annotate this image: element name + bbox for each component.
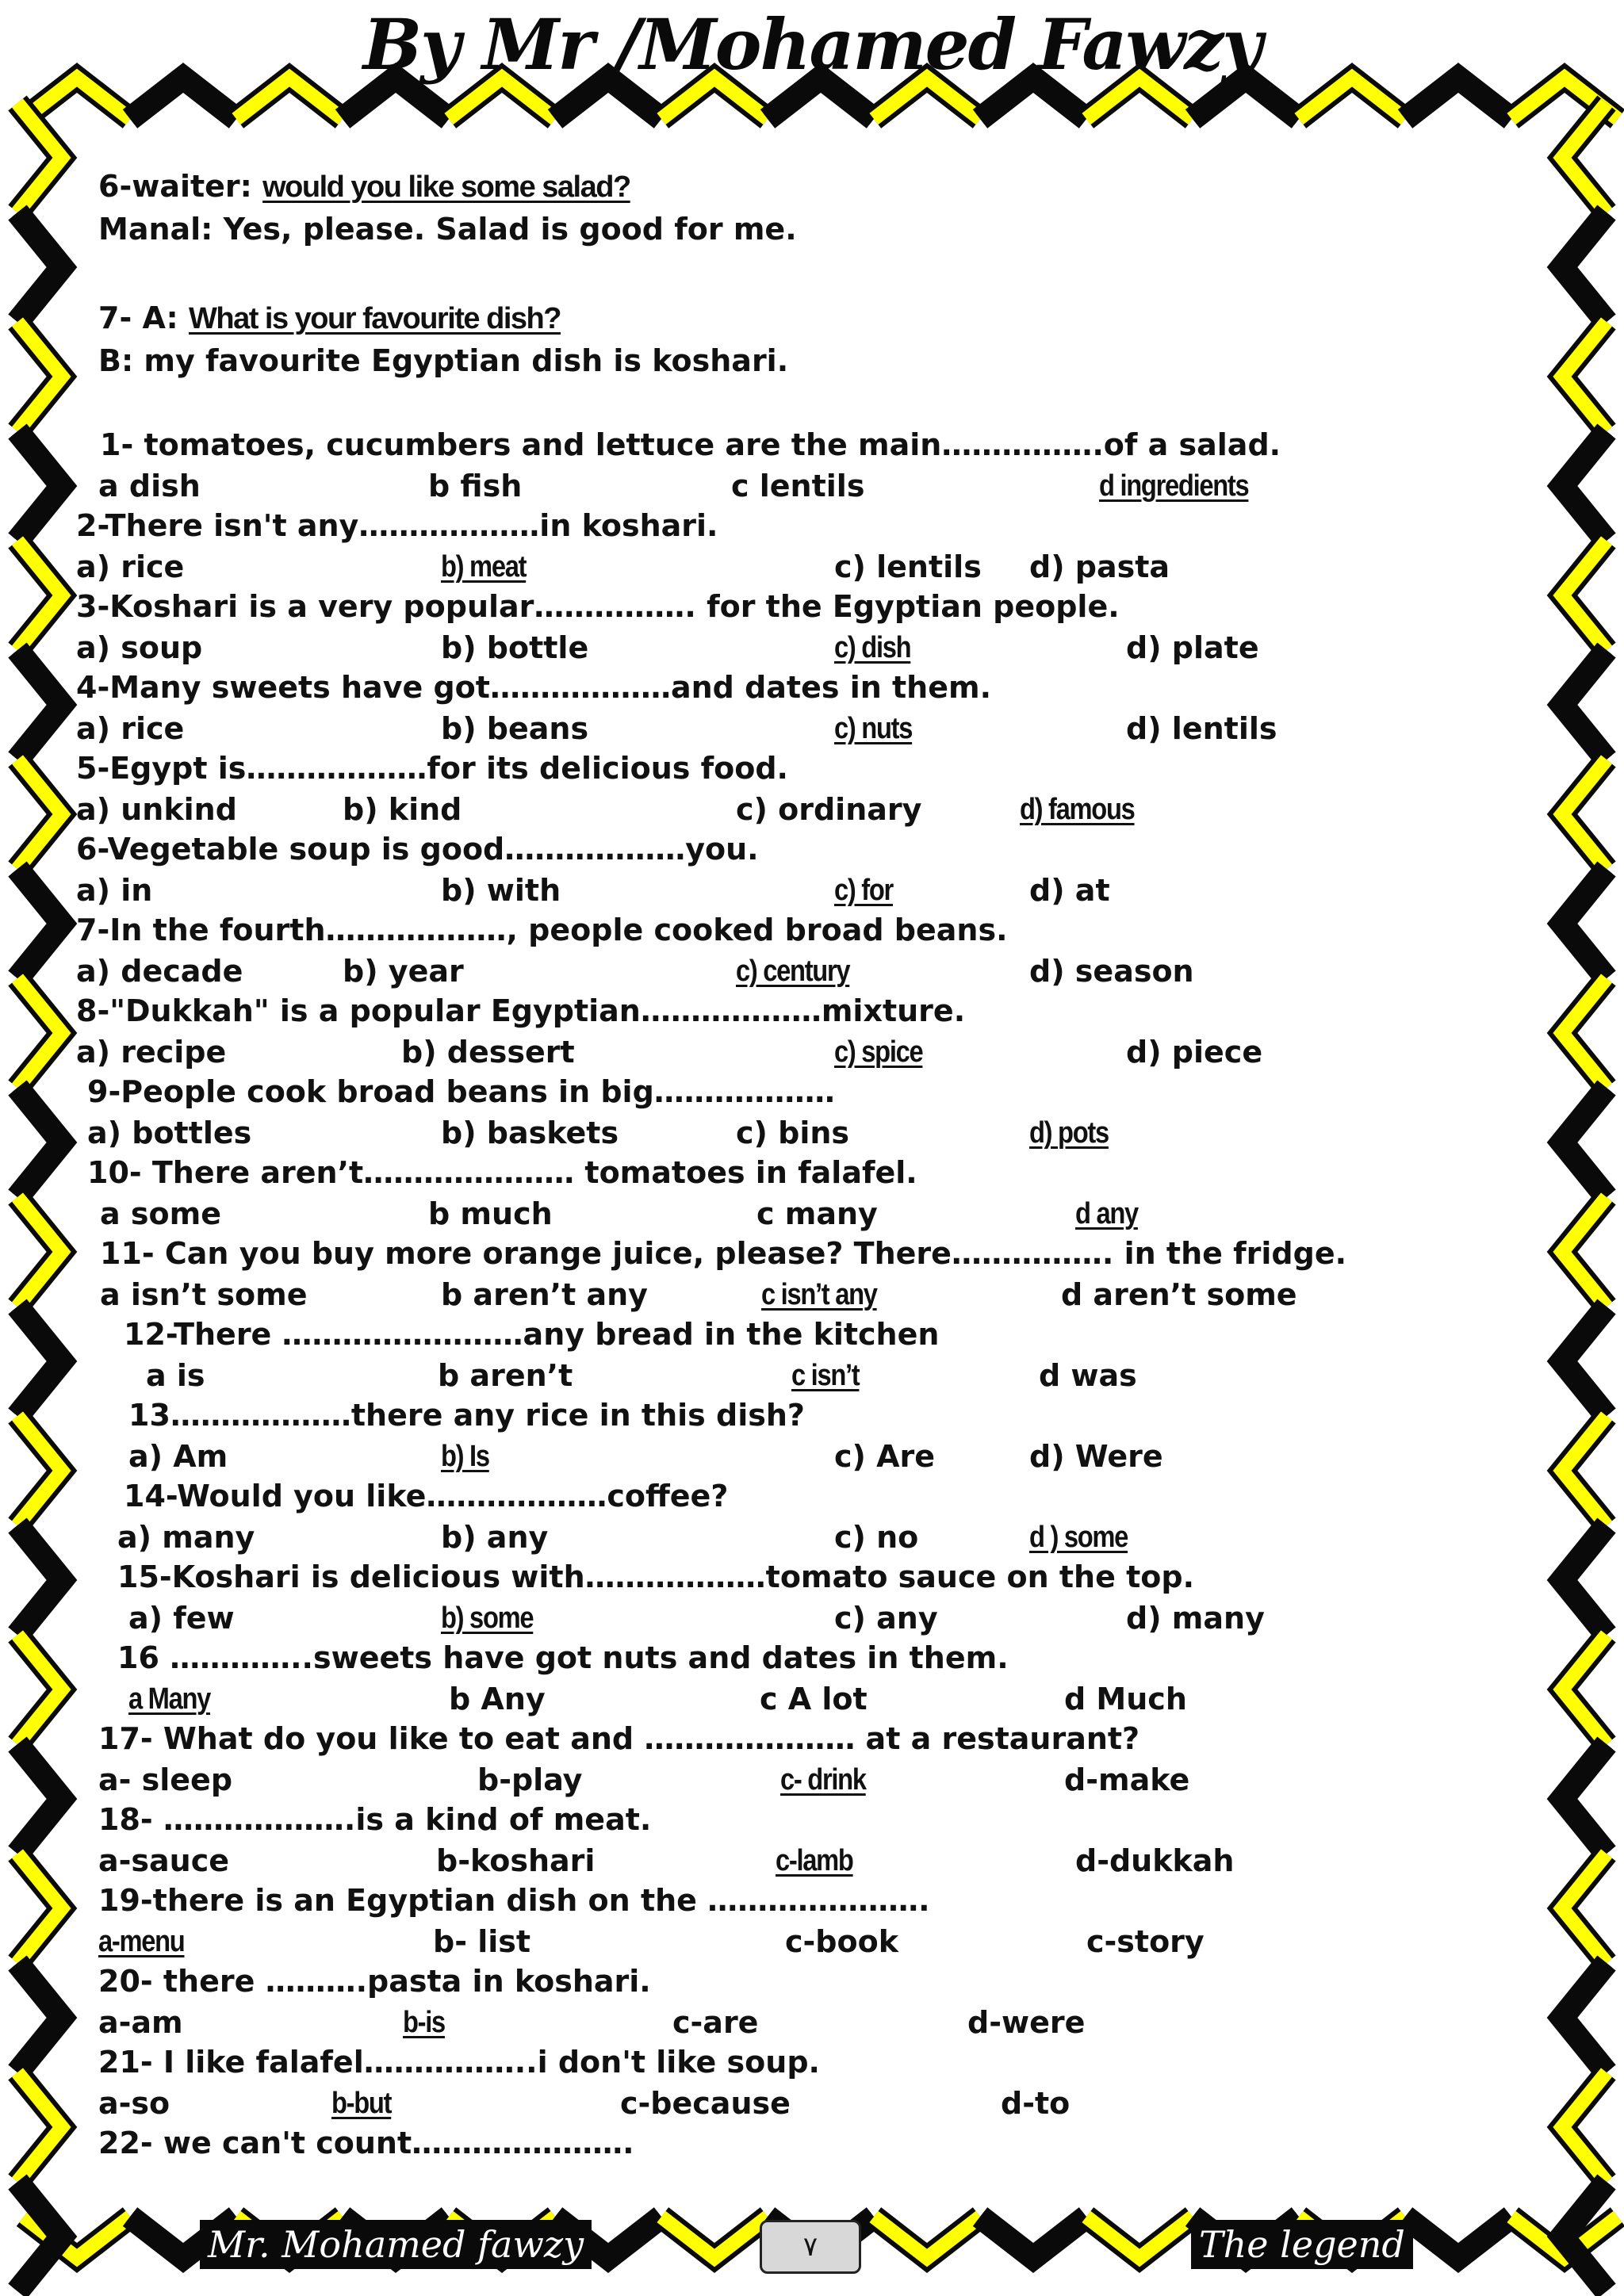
answer-option: b) dessert <box>401 1035 575 1070</box>
answer-option: a-so <box>98 2086 170 2121</box>
answer-option: c-story <box>1086 1924 1205 1959</box>
question-text: 17- What do you like to eat and ………………… at a restaurant? <box>98 1721 1140 1756</box>
question-text: 14-Would you like………………coffee? <box>124 1479 729 1513</box>
answer-option: a) Am <box>128 1439 228 1474</box>
question-text: 21- I like falafel……………..i don't like soup. <box>98 2045 820 2080</box>
question-text: 13………………there any rice in this dish? <box>128 1398 805 1433</box>
answer-option: b) with <box>441 873 561 908</box>
answer-option-correct: b-is <box>403 2006 445 2039</box>
answer-option: a) bottles <box>87 1115 252 1150</box>
answer-option-correct: c) nuts <box>834 712 913 745</box>
answer-option: a some <box>100 1196 221 1231</box>
question-text: 4-Many sweets have got………………and dates in them. <box>76 670 992 705</box>
answer-option: a dish <box>98 469 201 503</box>
question-text: 3-Koshari is a very popular……………. for the Egyptian people. <box>76 589 1120 624</box>
answer-option: b) year <box>343 954 464 989</box>
dialogue-label: B: my favourite Egyptian dish is koshari. <box>98 343 789 378</box>
question-text: 11- Can you buy more orange juice, please? There……………. in the fridge. <box>100 1236 1347 1271</box>
question-text: 5-Egypt is………………for its delicious food. <box>76 751 788 786</box>
question-text: 7-In the fourth………………, people cooked broad beans. <box>76 913 1008 947</box>
question-text: 8-"Dukkah" is a popular Egyptian………………mixture. <box>76 993 966 1028</box>
answer-option: b aren’t any <box>441 1277 648 1312</box>
dialogue-line-manal <box>98 211 797 247</box>
answer-option: b-koshari <box>436 1843 596 1878</box>
answer-option: b much <box>428 1196 553 1231</box>
answer-option: c) no <box>834 1520 919 1555</box>
answer-option: b) beans <box>441 711 589 746</box>
answer-option-correct: c) spice <box>834 1035 923 1069</box>
dialogue-line-b <box>98 342 788 379</box>
answer-option-correct: b) Is <box>441 1440 489 1473</box>
footer-author: Mr. Mohamed fawzy <box>200 2220 592 2269</box>
question-text: 16 …………..sweets have got nuts and dates in them. <box>117 1640 1009 1675</box>
answer-option: c lentils <box>731 469 865 503</box>
answer-option: d was <box>1039 1358 1137 1393</box>
answer-option: a) decade <box>76 954 243 989</box>
answer-option-correct: b) meat <box>441 550 527 584</box>
answer-option: c) Are <box>834 1439 936 1474</box>
page-title: By Mr /Mohamed Fawzy <box>362 3 1262 86</box>
question-text: 15-Koshari is delicious with………………tomato sauce on the top. <box>117 1559 1195 1594</box>
answer-option: a) soup <box>76 630 203 665</box>
answer-option-correct: c isn’t <box>791 1359 860 1392</box>
answer-option: a- sleep <box>98 1762 233 1797</box>
dialogue-line-a <box>98 300 561 337</box>
dialogue-line-waiter <box>98 168 630 205</box>
answer-option: a is <box>146 1358 205 1393</box>
answer-option: a) rice <box>76 711 185 746</box>
answer-option: b) kind <box>343 792 462 827</box>
answer-option: c) lentils <box>834 549 982 584</box>
answer-option: d) many <box>1126 1601 1265 1636</box>
answer-option: c) ordinary <box>736 792 922 827</box>
answer-option-correct: b-but <box>331 2087 392 2120</box>
answer-option: d-dukkah <box>1075 1843 1235 1878</box>
answer-option: d) piece <box>1126 1035 1263 1070</box>
dialogue-label: 6-waiter: <box>98 169 252 204</box>
answer-option: d aren’t some <box>1061 1277 1297 1312</box>
question-text: 9-People cook broad beans in big……………… <box>87 1074 835 1109</box>
answer-option: a) rice <box>76 549 185 584</box>
question-text: 10- There aren’t………………… tomatoes in falafel. <box>87 1155 917 1190</box>
answer-option-correct: d) pots <box>1029 1116 1109 1150</box>
answer-option: a) many <box>117 1520 255 1555</box>
answer-option: d) season <box>1029 954 1194 989</box>
page-number: ٧ <box>760 2220 861 2274</box>
question-text: 19-there is an Egyptian dish on the …………………. <box>98 1883 930 1918</box>
answer-option-correct: d ingredients <box>1099 469 1249 503</box>
answer-option-correct: c-lamb <box>776 1844 853 1877</box>
answer-option: a) recipe <box>76 1035 227 1070</box>
answer-option: c-are <box>672 2005 759 2040</box>
dialogue-label: Manal: Yes, please. Salad is good for me. <box>98 212 797 247</box>
answer-option: a-sauce <box>98 1843 230 1878</box>
question-text: 12-There ……………………any bread in the kitchen <box>124 1317 940 1352</box>
answer-option: c) bins <box>736 1115 850 1150</box>
answer-option: d) at <box>1029 873 1110 908</box>
answer-option: d) pasta <box>1029 549 1170 584</box>
answer-option: b aren’t <box>438 1358 573 1393</box>
answer-option: d-were <box>967 2005 1086 2040</box>
answer-option: d-make <box>1064 1762 1190 1797</box>
answer-option: d) lentils <box>1126 711 1277 746</box>
answer-option: a isn’t some <box>100 1277 308 1312</box>
footer-tagline: The legend <box>1191 2220 1413 2269</box>
answer-option: d Much <box>1064 1682 1187 1716</box>
answer-option: b Any <box>449 1682 546 1716</box>
answer-option: d) Were <box>1029 1439 1163 1474</box>
question-text: 6-Vegetable soup is good………………you. <box>76 832 759 867</box>
answer-option-correct: d) famous <box>1020 793 1135 826</box>
answer-option: a) few <box>128 1601 235 1636</box>
dialogue-label: 7- A: <box>98 300 178 335</box>
answer-option: b- list <box>433 1924 531 1959</box>
answer-option-correct: d ) some <box>1029 1521 1128 1554</box>
answer-option-correct: b) some <box>441 1601 534 1635</box>
answer-option: d) plate <box>1126 630 1259 665</box>
answer-option: c-because <box>620 2086 791 2121</box>
question-text: 2-There isn't any………………in koshari. <box>76 508 718 543</box>
answer-option: c-book <box>785 1924 898 1959</box>
answer-option: c) any <box>834 1601 938 1636</box>
dialogue-answer: What is your favourite dish? <box>189 302 561 335</box>
answer-option-correct: c) dish <box>834 631 911 664</box>
answer-option-correct: d any <box>1075 1197 1138 1230</box>
answer-option-correct: c) for <box>834 874 893 907</box>
answer-option: d-to <box>1001 2086 1071 2121</box>
answer-option-correct: c isn’t any <box>761 1278 877 1311</box>
answer-option-correct: c) century <box>736 955 850 988</box>
question-text: 18- ……………….is a kind of meat. <box>98 1802 652 1837</box>
answer-option: c A lot <box>760 1682 868 1716</box>
question-text: 22- we can't count…………………. <box>98 2126 634 2160</box>
answer-option: b) any <box>441 1520 549 1555</box>
answer-option: c many <box>756 1196 878 1231</box>
answer-option: a) unkind <box>76 792 237 827</box>
answer-option-correct: c- drink <box>780 1763 866 1797</box>
answer-option: a-am <box>98 2005 183 2040</box>
question-text: 20- there ……….pasta in koshari. <box>98 1964 651 1999</box>
dialogue-answer: would you like some salad? <box>262 170 630 204</box>
answer-option: b-play <box>477 1762 583 1797</box>
answer-option-correct: a-menu <box>98 1925 185 1958</box>
question-text: 1- tomatoes, cucumbers and lettuce are the main…………….of a salad. <box>100 427 1281 462</box>
answer-option: b fish <box>428 469 523 503</box>
answer-option: b) baskets <box>441 1115 619 1150</box>
answer-option: a) in <box>76 873 153 908</box>
answer-option: b) bottle <box>441 630 589 665</box>
answer-option-correct: a Many <box>128 1682 211 1716</box>
